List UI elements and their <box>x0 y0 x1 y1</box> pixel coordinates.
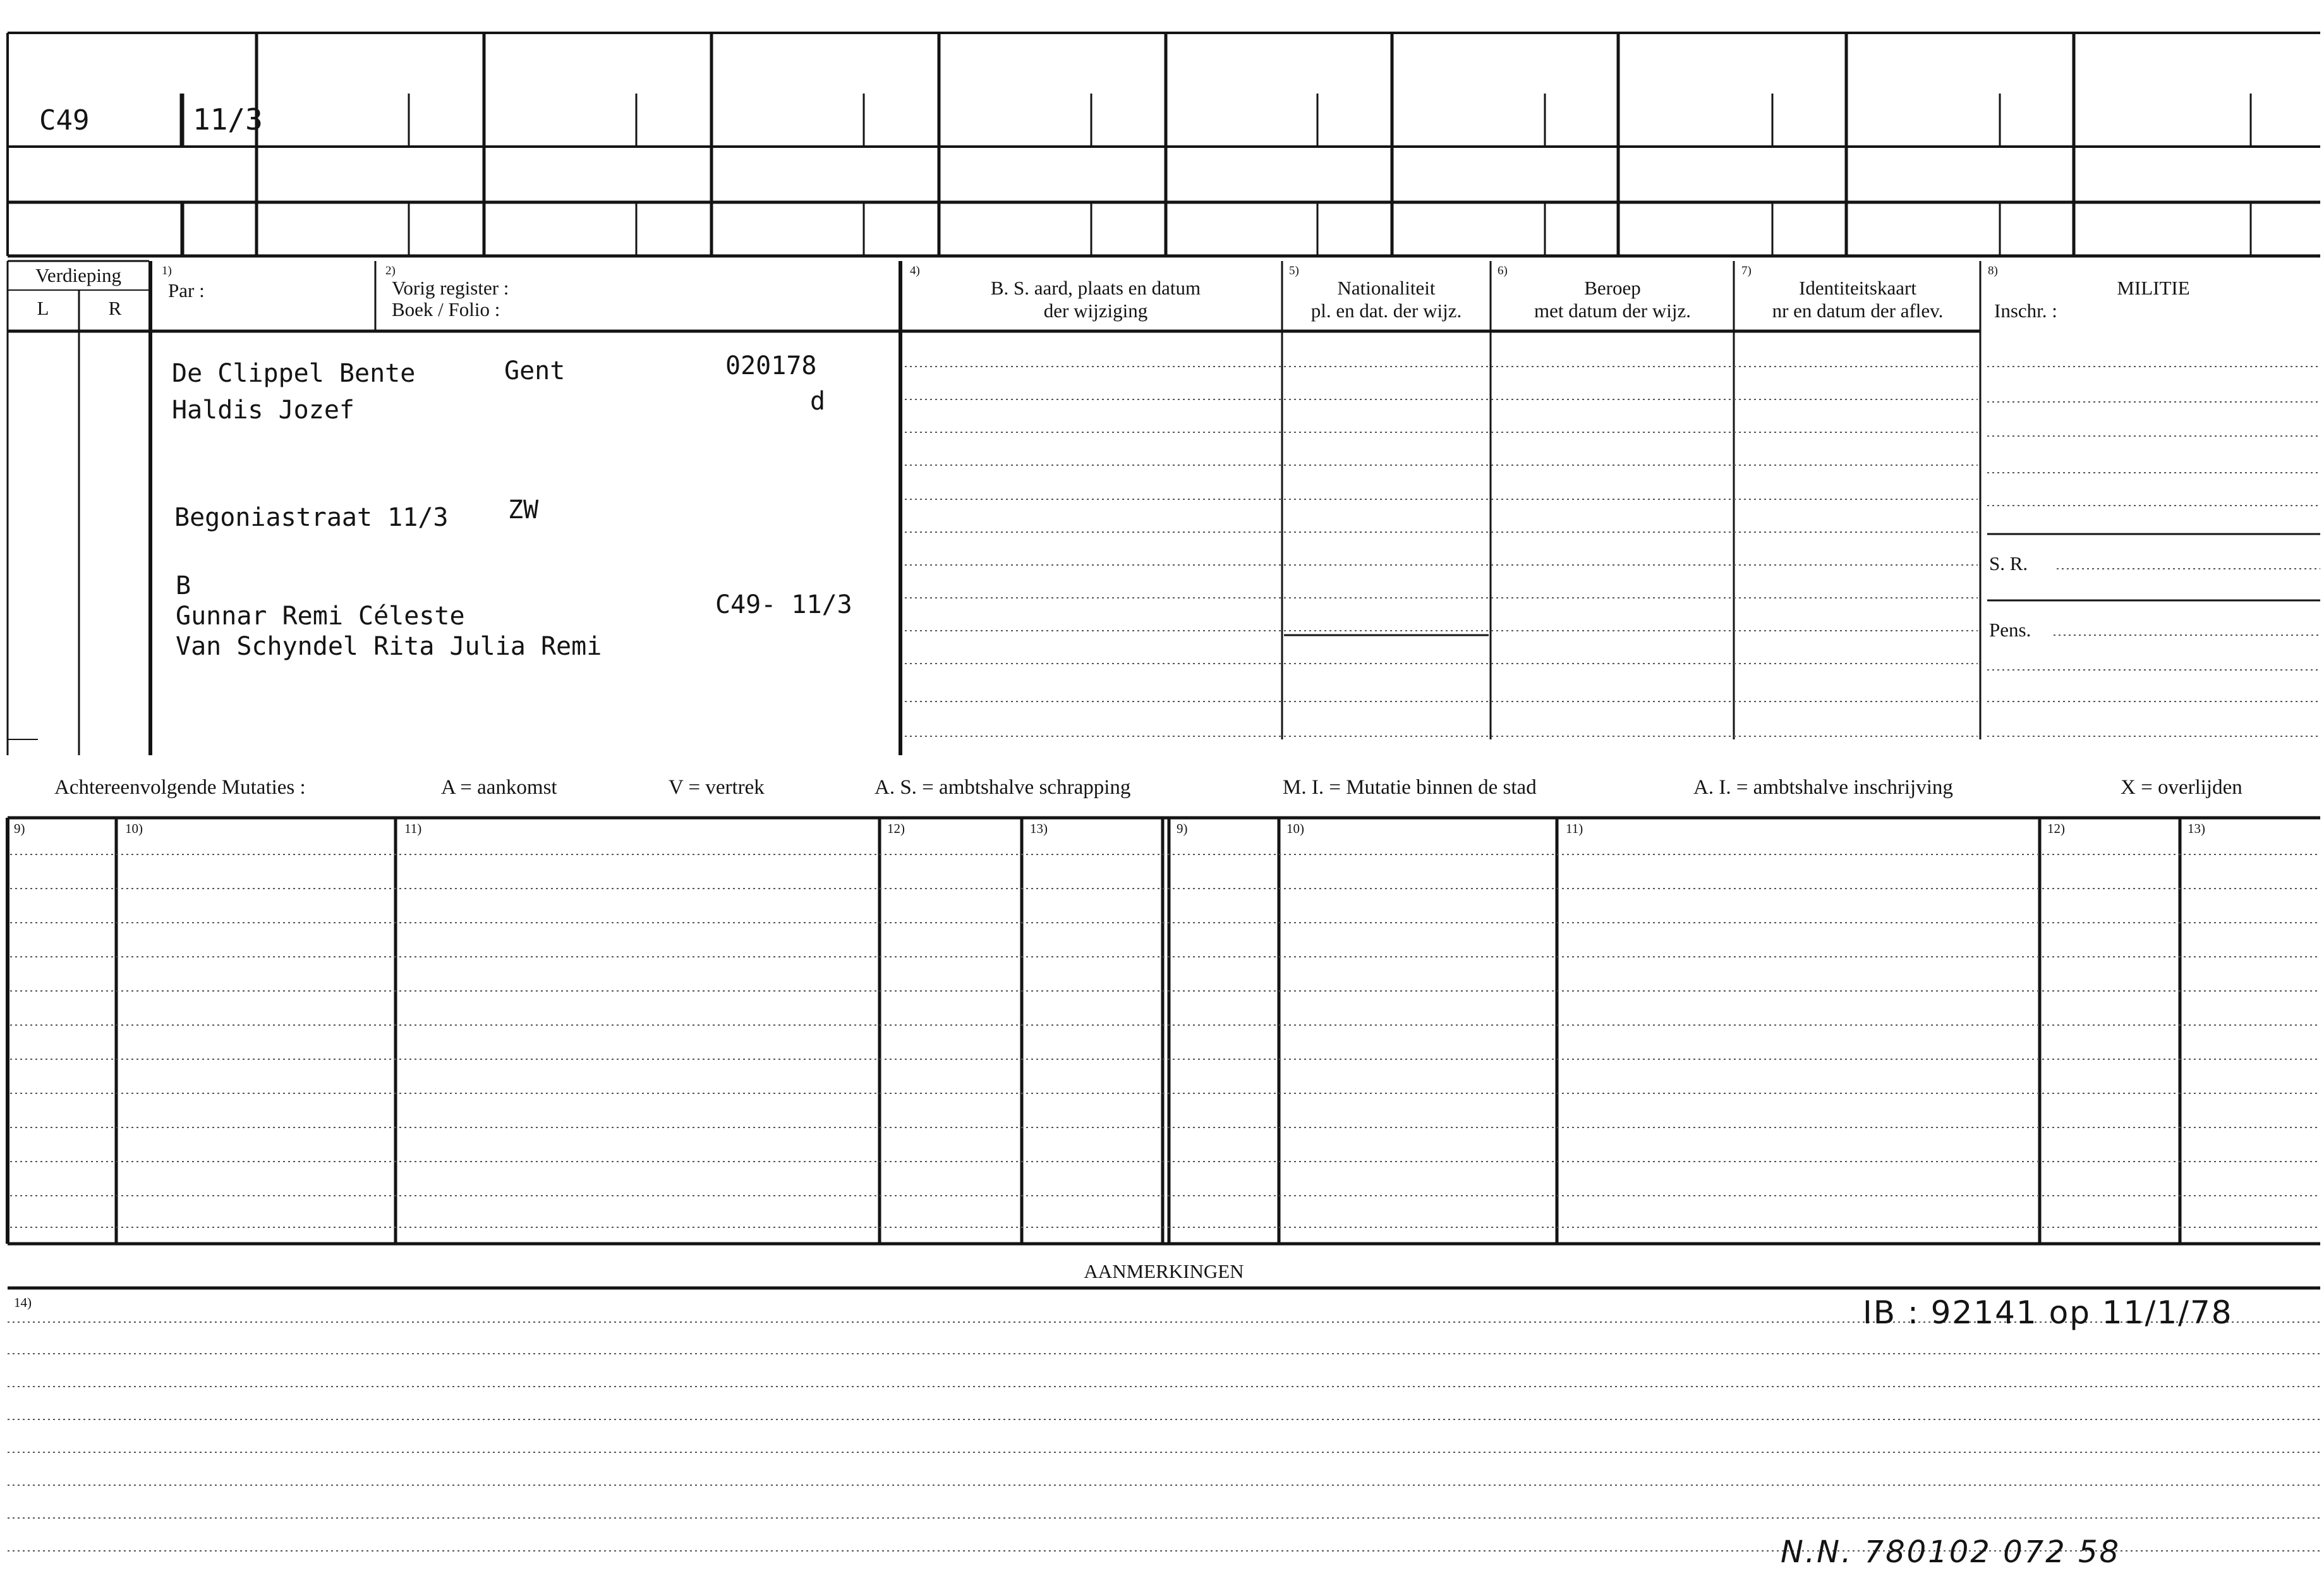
floor-right-label: R <box>108 297 122 319</box>
identiteitskaart-label-line2: nr en datum der aflev. <box>1772 300 1944 322</box>
col-number-4: 4) <box>910 264 920 277</box>
mut-col-10-a: 10) <box>125 821 143 836</box>
militie-label: MILITIE <box>2117 277 2190 299</box>
mut-col-11-b: 11) <box>1566 821 1583 836</box>
entry-letter-b: B <box>176 571 191 600</box>
entry-reference: C49- 11/3 <box>715 590 852 619</box>
entry-date-code: 020178 <box>725 351 817 380</box>
mut-col-13-b: 13) <box>2188 821 2205 836</box>
pens-label: Pens. <box>1989 619 2031 641</box>
entry-code-d: d <box>810 387 826 416</box>
identiteitskaart-label-line1: Identiteitskaart <box>1799 277 1916 299</box>
mut-col-10-b: 10) <box>1286 821 1304 836</box>
mut-col-12-b: 12) <box>2047 821 2065 836</box>
boek-folio-label: Boek / Folio : <box>392 298 500 320</box>
remarks-number: 14) <box>14 1295 32 1310</box>
mutations-grid <box>8 818 2320 1244</box>
legend-overlijden: X = overlijden <box>2121 776 2242 799</box>
address-cell-c49: C49 <box>39 104 90 137</box>
mut-col-9-b: 9) <box>1177 821 1188 836</box>
registration-ruled-lines <box>905 367 2320 736</box>
beroep-label-line1: Beroep <box>1584 277 1641 299</box>
col-number-5: 5) <box>1289 264 1299 277</box>
entry-name-1: De Clippel Bente <box>172 359 416 388</box>
remarks-title: AANMERKINGEN <box>1084 1260 1244 1282</box>
mut-col-11-a: 11) <box>404 821 422 836</box>
entry-mother: Van Schyndel Rita Julia Remi <box>176 632 602 661</box>
remarks-ib-note: IB : 92141 op 11/1/78 <box>1863 1294 2233 1331</box>
address-grid <box>8 33 2320 256</box>
col-number-7: 7) <box>1741 264 1752 277</box>
legend-title: Achtereenvolgende Mutaties : <box>54 776 306 799</box>
vorig-register-label: Vorig register : <box>392 277 509 299</box>
par-label: Par : <box>168 279 205 301</box>
nationaliteit-label-line2: pl. en dat. der wijz. <box>1310 300 1462 322</box>
col-number-2: 2) <box>385 264 396 277</box>
legend-aankomst: A = aankomst <box>441 776 557 799</box>
bs-label-line1: B. S. aard, plaats en datum <box>990 277 1201 299</box>
legend-mutatie-binnen-stad: M. I. = Mutatie binnen de stad <box>1283 776 1537 799</box>
beroep-label-line2: met datum der wijz. <box>1534 300 1691 322</box>
verdieping-label: Verdieping <box>35 264 122 286</box>
address-cell-number: 11/3 <box>193 102 263 137</box>
entry-father: Gunnar Remi Céleste <box>176 602 465 631</box>
legend-vertrek: V = vertrek <box>669 776 765 799</box>
mut-col-9-a: 9) <box>14 821 25 836</box>
entry-name-2: Haldis Jozef <box>172 396 354 425</box>
bs-label-line2: der wijziging <box>1043 300 1148 322</box>
col-number-1: 1) <box>162 264 172 277</box>
floor-left-label: L <box>37 297 49 319</box>
remarks-ruled-lines <box>8 1322 2320 1551</box>
col-number-8: 8) <box>1988 264 1998 277</box>
national-number: N.N. 780102 072 58 <box>1781 1534 2121 1570</box>
entry-district: ZW <box>508 495 539 525</box>
inschr-label: Inschr. : <box>1994 300 2057 322</box>
col-number-6: 6) <box>1498 264 1508 277</box>
legend-ambtshalve-inschrijving: A. I. = ambtshalve inschrijving <box>1693 776 1953 799</box>
entry-place: Gent <box>504 356 566 386</box>
mut-col-13-a: 13) <box>1030 821 1048 836</box>
legend-ambtshalve-schrapping: A. S. = ambtshalve schrapping <box>875 776 1131 799</box>
nationaliteit-label-line1: Nationaliteit <box>1337 277 1436 299</box>
entry-address: Begoniastraat 11/3 <box>174 503 449 532</box>
mut-col-12-a: 12) <box>887 821 905 836</box>
sr-label: S. R. <box>1989 552 2028 574</box>
